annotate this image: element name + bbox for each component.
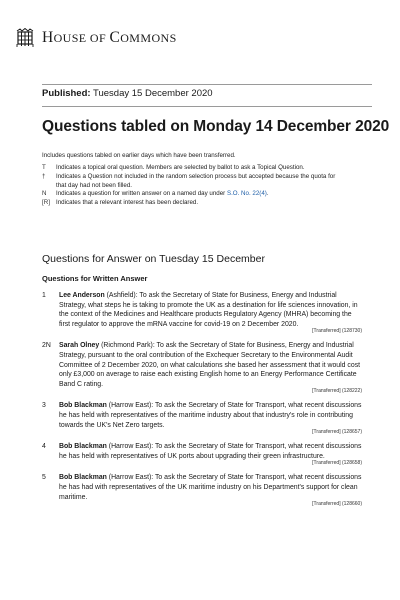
constituency: (Ashfield): [104, 292, 138, 299]
constituency: (Richmond Park): [99, 342, 155, 350]
question-number: 3 [42, 402, 46, 410]
question-item [42, 291, 362, 335]
question-item [42, 341, 362, 395]
legend-text: Indicates a question for written answer on a named day under S.O. No. 22(4). [56, 190, 269, 198]
question-number: 5 [42, 474, 46, 482]
legend-symbol: [R] [42, 199, 50, 207]
member-name: Bob Blackman [59, 474, 107, 482]
divider-bottom [42, 106, 372, 107]
question-reference: [Transferred] (128657) [312, 429, 362, 436]
legend-row-topical [42, 164, 342, 173]
question-reference: [Transferred] (128660) [312, 501, 362, 508]
house-of-commons-header [16, 24, 177, 52]
subheading: Questions for Written Answer [42, 274, 148, 283]
question-body [59, 473, 362, 508]
question-number: 2N [42, 342, 51, 350]
published-date: Tuesday 15 December 2020 [93, 88, 213, 99]
legend-text: Indicates a topical oral question. Members are selected by ballot to ask a Topical Question. [56, 164, 305, 171]
member-name: Lee Anderson [59, 292, 105, 299]
page-title: Questions tabled on Monday 14 December 2020 [42, 118, 390, 135]
question-item [42, 401, 362, 436]
question-body [59, 442, 362, 467]
legend-row-relevant-interest [42, 199, 342, 208]
intro-text: Includes questions tabled on earlier days which have been transferred. [42, 152, 236, 159]
member-name: Bob Blackman [59, 443, 107, 451]
question-text: To ask the Secretary of State for Transport, what recent discussions he has held with representatives of the maritime industry about that industry's role in contributing towards the UK's Net Zero targets. [59, 402, 362, 429]
standing-order-link[interactable]: S.O. No. 22(4) [226, 190, 267, 198]
constituency: (Harrow East): [106, 474, 154, 482]
question-text: To ask the Secretary of State for Transport, what recent discussions he has had with representatives of the UK maritime industry on his Department's support for clean maritime. [59, 474, 362, 501]
question-text: To ask the Secretary of State for Business, Energy and Industrial Strategy, pursuant to the oral contribution of the Exchequer Secretary to the Environmental Audit Committee of 2 December 2020, on what calculations she based her assessment that it would cost only £3,000 on average to raise each existing English home to an Energy Performance Certificate Band C rating. [59, 342, 361, 388]
published-line [42, 88, 213, 99]
legend-text: Indicates that a relevant interest has been declared. [56, 199, 199, 207]
question-text: To ask the Secretary of State for Transport, what recent discussions he has held with representatives of UK ports about upgrading their green infrastructure. [59, 443, 362, 460]
question-body [59, 341, 362, 395]
constituency: (Harrow East): [106, 443, 154, 451]
portcullis-icon [16, 28, 34, 48]
section-heading: Questions for Answer on Tuesday 15 December [42, 253, 265, 265]
question-item [42, 473, 362, 508]
questions-list [42, 291, 362, 514]
constituency: (Harrow East): [106, 402, 154, 410]
question-body [59, 291, 362, 335]
question-item [42, 442, 362, 467]
house-of-commons-wordmark: HOUSE OF COMMONS [42, 29, 177, 46]
question-text: To ask the Secretary of State for Business, Energy and Industrial Strategy, what steps he is taking to promote the UK as a destination for life sciences innovation, in the context of the Medicines and Healthcare products Regulatory Agency (MHRA) becoming the first regulator to approve the mRNA vaccine for covid-19 on 2 December 2020. [59, 292, 358, 328]
legend-symbol: † [42, 172, 46, 180]
symbol-legend [42, 164, 342, 208]
legend-text: Indicates a Question not included in the random selection process but accepted because the quota for that day had not been filled. [56, 172, 336, 189]
legend-symbol: N [42, 190, 47, 198]
legend-symbol: T [42, 164, 46, 171]
question-number: 1 [42, 292, 46, 299]
legend-row-dagger [42, 173, 342, 191]
legend-row-named-day [42, 190, 342, 199]
question-reference: [Transferred] (128222) [312, 388, 362, 395]
question-reference: [Transferred] (128658) [312, 460, 362, 467]
member-name: Sarah Olney [59, 342, 100, 350]
question-reference: [Transferred] (128730) [312, 328, 362, 335]
published-label: Published: [42, 88, 91, 99]
question-body [59, 401, 362, 436]
divider-top [42, 84, 372, 85]
member-name: Bob Blackman [59, 402, 107, 410]
question-number: 4 [42, 443, 46, 451]
